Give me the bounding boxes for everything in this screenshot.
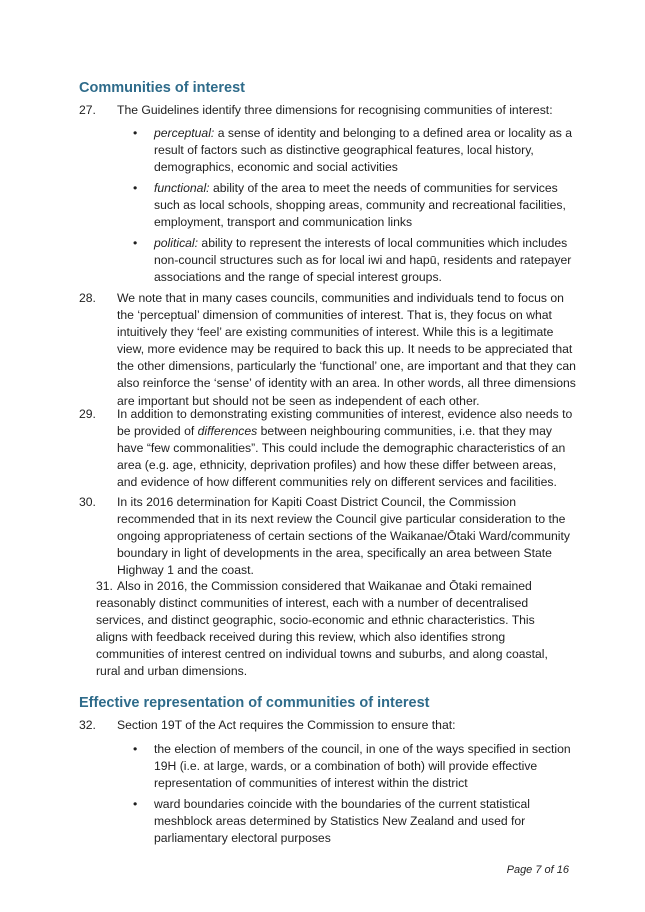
bullet-ward-boundaries xyxy=(133,796,573,847)
paragraph-text xyxy=(117,406,579,491)
bullet-dot: • xyxy=(133,126,138,140)
bullet-text: the election of members of the council, in one of the ways specified in section 19H (i.e. at large, wards, or a combination of both) will provide effective representation of communities of interest within the district xyxy=(154,742,571,791)
paragraph-number: 29. xyxy=(79,407,96,421)
section-heading-effective-representation: Effective representation of communities of interest xyxy=(79,695,430,711)
paragraph-29 xyxy=(79,406,579,491)
paragraph-text: The Guidelines identify three dimensions for recognising communities of interest: xyxy=(117,103,553,117)
bullet-body: a sense of identity and belonging to a defined area or locality as a result of factors such as distinctive geographical features, local history, demographics, economic and social activities xyxy=(154,126,573,175)
paragraph-30 xyxy=(79,494,579,579)
section-heading-communities-of-interest: Communities of interest xyxy=(79,80,245,96)
paragraph-number: 28. xyxy=(79,291,96,305)
bullet-text xyxy=(154,235,573,286)
paragraph-number: 27. xyxy=(79,103,96,117)
paragraph-28 xyxy=(79,290,579,410)
page-number-footer: Page 7 of 16 xyxy=(506,864,569,876)
paragraph-number: 30. xyxy=(79,495,96,509)
paragraph-text: In its 2016 determination for Kapiti Coast District Council, the Commission recommended that in its next review the Council give particular consideration to the ongoing appropriateness of certain sections of the Waikanae/Ōtaki Ward/community boundary in light of developments in the area, specifically an area between State Highway 1 and the coast. xyxy=(117,495,570,578)
bullet-dot: • xyxy=(133,181,138,195)
paragraph-text: We note that in many cases councils, communities and individuals tend to focus on the ‘perceptual’ dimension of communities of interest. That is, they focus on what intuitively they ‘feel’ are existing communities of interest. While this is a legitimate view, more evidence may be required to back this up. It needs to be appreciated that the other dimensions, particularly the ‘functional’ one, are important and that they can also reinforce the ‘sense’ of identity with an area. In other words, all three dimensions are important but should not be seen as independent of each other. xyxy=(117,291,576,408)
bullet-perceptual xyxy=(133,125,573,176)
bullet-election-of-members xyxy=(133,741,573,792)
bullet-text xyxy=(154,180,573,231)
bullet-text: ward boundaries coincide with the boundaries of the current statistical meshblock areas determined by Statistics New Zealand and used for parliamentary electoral purposes xyxy=(154,797,530,846)
bullet-functional xyxy=(133,180,573,231)
bullet-political xyxy=(133,235,573,286)
bullet-term: political: xyxy=(154,236,199,250)
paragraph-number: 32. xyxy=(79,718,96,732)
emphasis-differences: differences xyxy=(197,424,258,439)
bullet-body: ability of the area to meet the needs of communities for services such as local schools, shopping areas, community and recreational facilities, employment, transport and communication links xyxy=(154,181,566,230)
paragraph-text-start: In addition to demonstrating existing communities of interest, evidence also needs to be provided of xyxy=(117,407,573,439)
bullet-term: perceptual: xyxy=(154,126,215,140)
paragraph-number: 31. xyxy=(96,579,113,593)
bullet-term: functional: xyxy=(154,181,210,195)
paragraph-text-end: between neighbouring communities, i.e. that they may have “few commonalities”. This could include the demographic characteristics of an area (e.g. age, ethnicity, deprivation profiles) and how these differ between areas, and evidence of how different communities rely on different services and facilities. xyxy=(117,424,566,490)
paragraph-32 xyxy=(79,717,579,734)
bullet-dot: • xyxy=(133,797,138,811)
bullet-dot: • xyxy=(133,236,138,250)
paragraph-27 xyxy=(79,102,579,119)
paragraph-text: Also in 2016, the Commission considered that Waikanae and Ōtaki remained reasonably distinct communities of interest, each with a number of decentralised services, and distinct geographic, socio-economic and ethnic characteristics. This aligns with feedback received during this review, which also identifies strong communities of interest centred on individual towns and suburbs, and along coastal, rural and urban dimensions. xyxy=(96,579,548,679)
paragraph-31 xyxy=(96,578,566,681)
bullet-body: ability to represent the interests of local communities which includes non-council structures such as for local iwi and hapū, residents and ratepayer associations and the range of special interest groups. xyxy=(154,236,572,285)
bullet-dot: • xyxy=(133,742,138,756)
bullet-text xyxy=(154,125,573,176)
paragraph-text: Section 19T of the Act requires the Commission to ensure that: xyxy=(117,718,456,732)
